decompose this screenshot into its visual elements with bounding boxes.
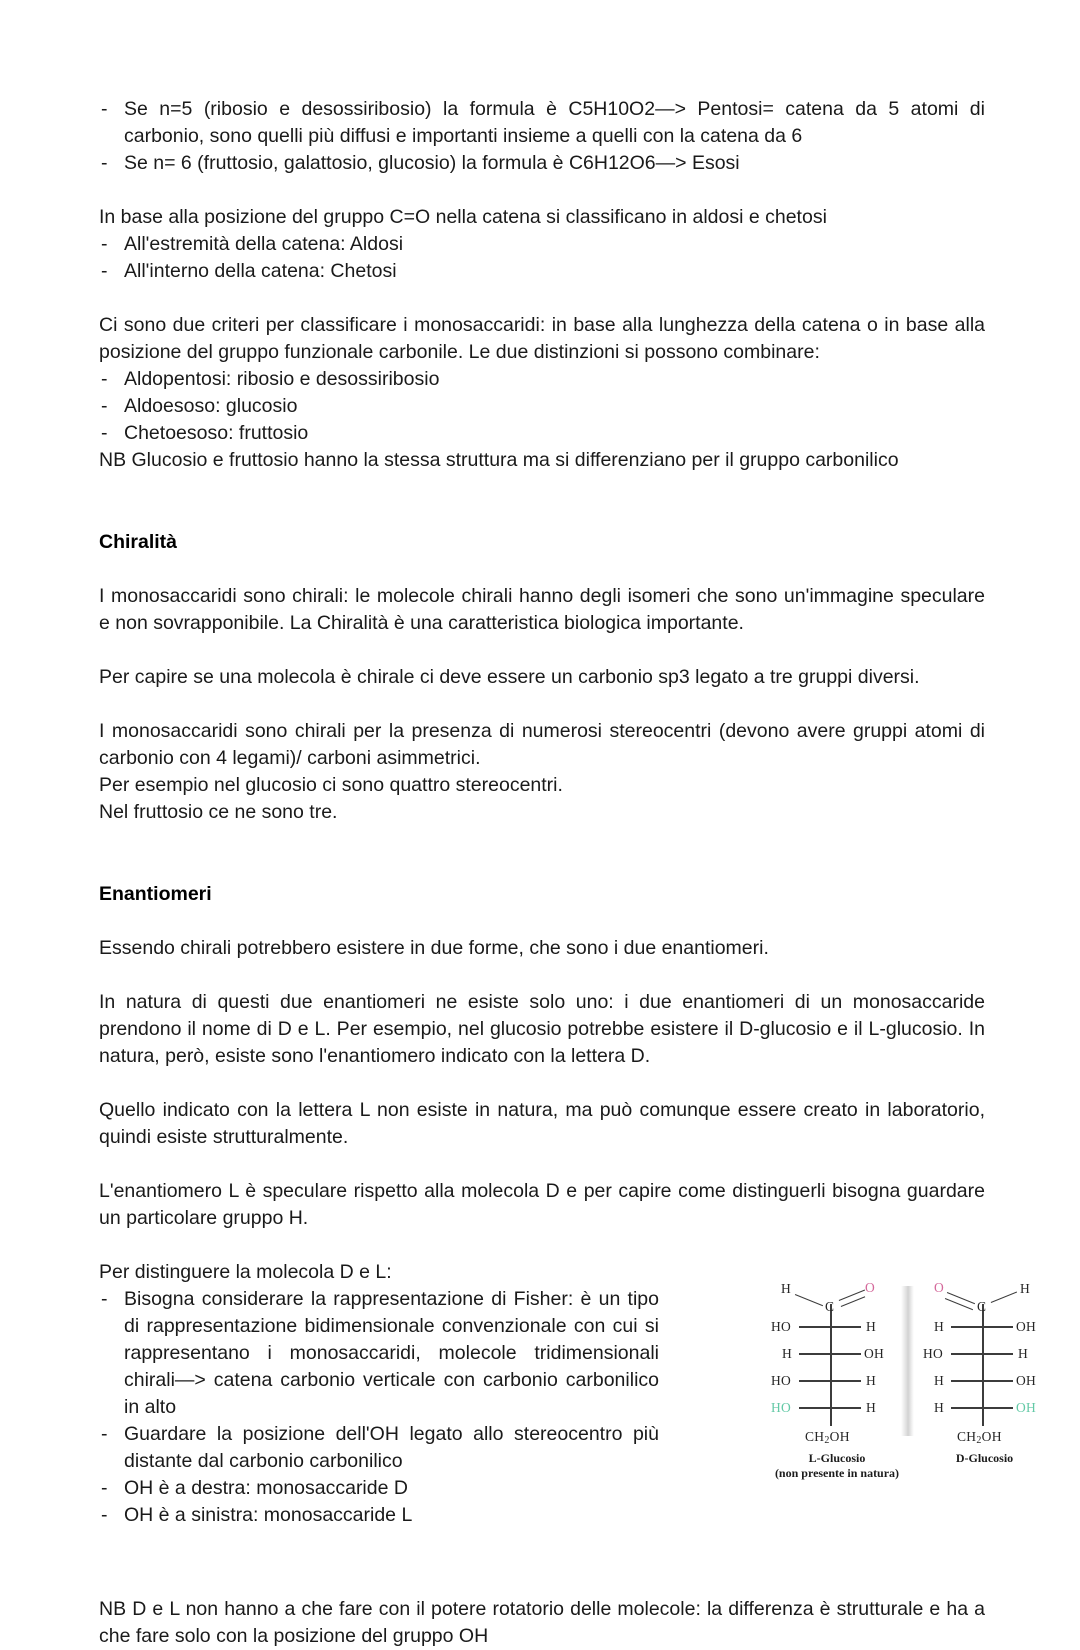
- bond-rung-1: [799, 1326, 861, 1328]
- list-item-text: Aldoesoso: glucosio: [124, 395, 298, 417]
- criteria-intro: Ci sono due criteri per classificare i monosaccaridi: in base alla lunghezza della catena o in base alla posizione del gruppo funzionale carbonile. Le due distinzioni si possono combinare:: [99, 314, 985, 363]
- spacer: [99, 826, 985, 881]
- bond-h-c: [795, 1294, 823, 1307]
- spacer: [99, 1232, 985, 1259]
- enantiomers-paragraph-2: In natura di questi due enantiomeri ne esiste solo uno: i due enantiomeri di un monosaccaride prendono il nome di D e L. Per esempio, nel glucosio potrebbe esistere il D-glucosio e il L-glucosio. In natura, però, esiste sono l'enantiomero indicato con la lettera D.: [99, 991, 985, 1067]
- atom-h-top-left: H: [781, 1281, 792, 1296]
- list-item: [99, 1421, 659, 1475]
- list-item: [99, 231, 985, 258]
- criteria-note: NB Glucosio e fruttosio hanno la stessa struttura ma si differenziano per il gruppo carbonilico: [99, 449, 899, 471]
- list-item: [99, 258, 985, 285]
- atom-h-top-right: H: [1020, 1281, 1031, 1296]
- list-item: [99, 1502, 659, 1529]
- bond-rung-4: [951, 1407, 1013, 1409]
- enantiomers-paragraph-1: Essendo chirali potrebbero esistere in due forme, che sono i due enantiomeri.: [99, 937, 769, 959]
- atom-rung2-left: HO: [923, 1346, 944, 1361]
- enantiomers-paragraph-3: Quello indicato con la lettera L non esiste in natura, ma può comunque essere creato in laboratorio, quindi esiste strutturalmente.: [99, 1099, 985, 1148]
- spacer: [99, 474, 985, 529]
- bond-c-o-1: [839, 1290, 865, 1302]
- atom-rung1-right: H: [866, 1319, 877, 1334]
- spacer: [99, 637, 985, 664]
- dash-bullet: -: [101, 422, 108, 444]
- heading-enantiomeri: Enantiomeri: [99, 883, 212, 905]
- atom-rung1-right: OH: [1016, 1319, 1037, 1334]
- list-item: [99, 393, 985, 420]
- atom-rung4-right: H: [866, 1400, 877, 1415]
- distinguish-list: [99, 1286, 659, 1529]
- classification-intro: In base alla posizione del gruppo C=O nella catena si classificano in aldosi e chetosi: [99, 206, 827, 228]
- bond-o-c-1: [947, 1292, 975, 1305]
- chirality-paragraph-4: Per esempio nel glucosio ci sono quattro stereocentri.: [99, 774, 563, 796]
- spacer: [99, 1151, 985, 1178]
- spacer: [99, 1529, 985, 1569]
- intro-list: [99, 96, 985, 177]
- fischer-projection-figure: [759, 1278, 1052, 1483]
- spacer: [99, 285, 985, 312]
- enantiomers-paragraph-4: L'enantiomero L è speculare rispetto alla molecola D e per capire come distinguerli bisogna guardare un particolare gruppo H.: [99, 1180, 985, 1229]
- bond-c-h: [991, 1292, 1017, 1304]
- dash-bullet: -: [101, 1288, 108, 1310]
- list-item: [99, 96, 985, 150]
- document-body: [99, 96, 1037, 1650]
- mirror-plane: [901, 1286, 914, 1436]
- dash-bullet: -: [101, 1504, 108, 1526]
- spacer: [99, 691, 985, 718]
- atom-rung2-left: H: [782, 1346, 793, 1361]
- distinguish-section: [99, 1280, 1037, 1529]
- caption-l-name: L-Glucosio: [808, 1451, 866, 1465]
- spacer: [99, 908, 985, 935]
- list-item-text: Aldopentosi: ribosio e desossiribosio: [124, 368, 440, 390]
- bond-rung-3: [951, 1380, 1013, 1382]
- list-item-text: OH è a destra: monosaccaride D: [124, 1477, 408, 1499]
- bond-rung-3: [799, 1380, 861, 1382]
- list-item-text: OH è a sinistra: monosaccaride L: [124, 1504, 413, 1526]
- list-item: [99, 366, 985, 393]
- spacer: [99, 962, 985, 989]
- dash-bullet: -: [101, 1423, 108, 1445]
- figure-canvas: [759, 1278, 1052, 1483]
- caption-l-glucosio: [737, 1451, 937, 1481]
- dash-bullet: -: [101, 1477, 108, 1499]
- bond-rung-1: [951, 1326, 1013, 1328]
- atom-rung4-left-highlight: HO: [771, 1400, 792, 1415]
- atom-o-carbonyl: O: [865, 1280, 876, 1295]
- list-item: [99, 1475, 659, 1502]
- chirality-paragraph-1: I monosaccaridi sono chirali: le molecole chirali hanno degli isomeri che sono un'immagine speculare e non sovrapponibile. La Chiralità è una caratteristica biologica importante.: [99, 585, 985, 634]
- spacer: [99, 177, 985, 204]
- list-item-text: Se n=5 (ribosio e desossiribosio) la formula è C5H10O2—> Pentosi= catena da 5 atomi di carbonio, sono quelli più diffusi e importanti insieme a quelli con la catena da 6: [124, 98, 985, 147]
- list-item: [99, 150, 985, 177]
- list-item-text: Se n= 6 (fruttosio, galattosio, glucosio) la formula è C6H12O6—> Esosi: [124, 152, 740, 174]
- atom-ch2oh-bottom: $CH_2OH$: [805, 1429, 850, 1446]
- list-item: [99, 1286, 659, 1421]
- atom-rung3-right: OH: [1016, 1373, 1037, 1388]
- spacer: [99, 1070, 985, 1097]
- list-item: [99, 420, 985, 447]
- atom-rung3-left: HO: [771, 1373, 792, 1388]
- bond-rung-4: [799, 1407, 861, 1409]
- spacer: [99, 556, 985, 583]
- atom-rung2-right: OH: [864, 1346, 885, 1361]
- spacer: [99, 1569, 985, 1596]
- dash-bullet: -: [101, 368, 108, 390]
- list-item-text: All'interno della catena: Chetosi: [124, 260, 397, 282]
- dash-bullet: -: [101, 98, 108, 120]
- chirality-paragraph-3: I monosaccaridi sono chirali per la presenza di numerosi stereocentri (devono avere gruppi atomi di carbonio con 4 legami)/ carboni asimmetrici.: [99, 720, 985, 769]
- dash-bullet: -: [101, 395, 108, 417]
- atom-rung1-left: HO: [771, 1319, 792, 1334]
- atom-rung3-right: H: [866, 1373, 877, 1388]
- atom-rung3-left: H: [934, 1373, 945, 1388]
- atom-rung4-left: H: [934, 1400, 945, 1415]
- atom-rung1-left: H: [934, 1319, 945, 1334]
- caption-l-subtitle: (non presente in natura): [774, 1466, 900, 1480]
- list-item-text: All'estremità della catena: Aldosi: [124, 233, 404, 255]
- atom-rung4-right-highlight: OH: [1016, 1400, 1037, 1415]
- distinguish-intro: Per distinguere la molecola D e L:: [99, 1261, 392, 1283]
- chirality-paragraph-5: Nel fruttosio ce ne sono tre.: [99, 801, 338, 823]
- atom-ch2oh-bottom: $CH_2OH$: [957, 1429, 1002, 1446]
- atom-rung2-right: H: [1018, 1346, 1029, 1361]
- atom-carbon-top: C: [825, 1299, 835, 1314]
- classification-list: [99, 231, 985, 285]
- list-item-text: Chetoesoso: fruttosio: [124, 422, 309, 444]
- bond-rung-2: [951, 1353, 1013, 1355]
- atom-o-carbonyl: O: [934, 1280, 945, 1295]
- heading-chiralita: Chiralità: [99, 531, 178, 553]
- bond-rung-2: [799, 1353, 861, 1355]
- caption-d-name: D-Glucosio: [955, 1451, 1014, 1465]
- caption-d-glucosio: [917, 1451, 1052, 1466]
- criteria-list: [99, 366, 985, 447]
- dash-bullet: -: [101, 233, 108, 255]
- dash-bullet: -: [101, 152, 108, 174]
- atom-carbon-top: C: [977, 1299, 987, 1314]
- list-item-text: Bisogna considerare la rappresentazione di Fisher: è un tipo di rappresentazione bidimensionale convenzionale con cui si rappresentano i monosaccaridi, molecole tridimensionali chirali—> catena carbonio verticale con carbonio carbonilico in alto: [124, 1288, 659, 1418]
- final-note: NB D e L non hanno a che fare con il potere rotatorio delle molecole: la differenza è strutturale e ha a che fare solo con la posizione del gruppo OH: [99, 1598, 985, 1647]
- dash-bullet: -: [101, 260, 108, 282]
- chirality-paragraph-2: Per capire se una molecola è chirale ci deve essere un carbonio sp3 legato a tre gruppi diversi.: [99, 666, 920, 688]
- list-item-text: Guardare la posizione dell'OH legato allo stereocentro più distante dal carbonio carbonilico: [124, 1423, 659, 1472]
